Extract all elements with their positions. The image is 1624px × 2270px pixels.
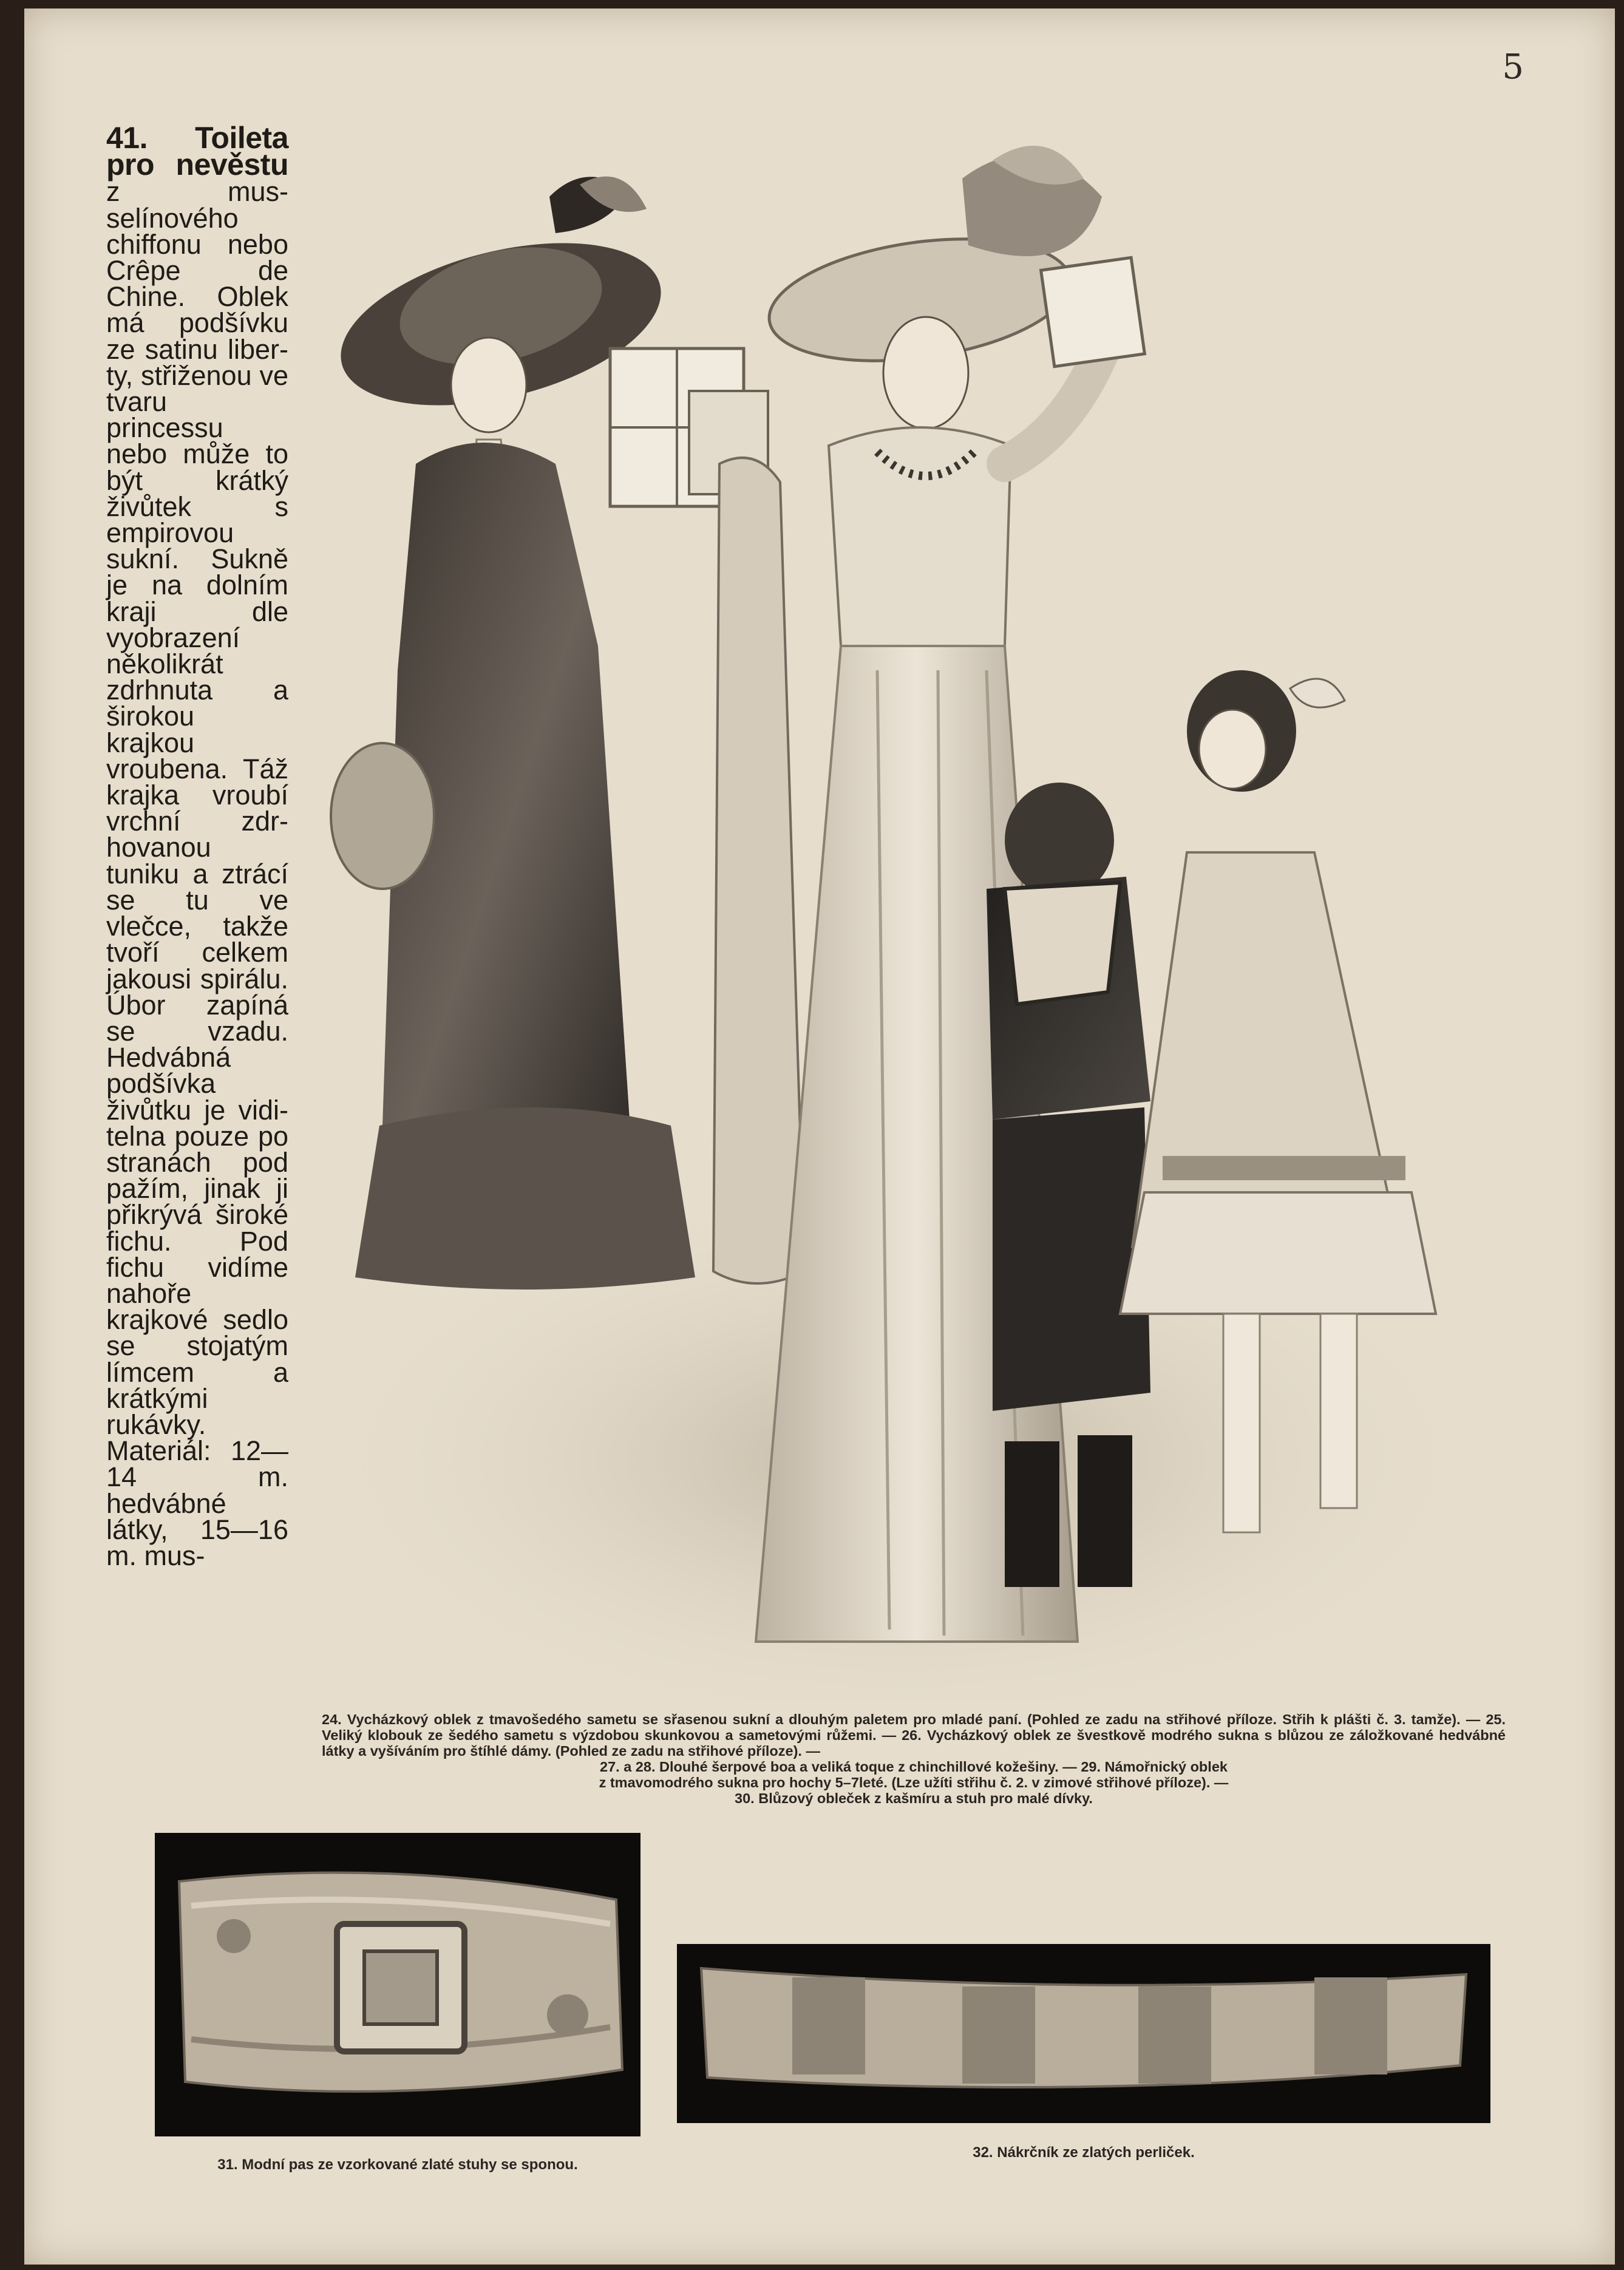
article-heading: 41. Toileta pro nevěstu — [106, 121, 288, 182]
fashion-illustration — [294, 124, 1533, 1702]
fashion-plate-figures — [294, 124, 1533, 1702]
belt-photo — [155, 1833, 640, 2136]
figure-31-caption: 31. Modní pas ze vzorkované zlaté stuhy se sponou. — [217, 2156, 578, 2173]
caption-main: 24. Vycházkový oblek z tmavošedého sametu se sřasenou sukní a dlouhým paletem pro mladé paní. (Pohled ze zadu na střihové příloze. Střih k plášti č. 3. tamže). — 25. Veliký klobouk ze šedého sametu s výzdobou skunkovou a sametovými růžemi. — 26. Vycházkový oblek ze švestkově modrého sukna s blůzou ze záložkované hedvábné látky a vyšíváním pro štíhlé dámy. (Pohled ze zadu na střihové příloze). — — [322, 1711, 1506, 1759]
article-body: z musselínového chiffonu nebo Crêpe de Chine. Oblek má podšívku ze satinu liberty, střiženou ve tvaru princessu nebo může to být krátký živůtek s empirovou sukní. Sukně je na dolním kraji dle vyobrazení několikrát zdrhnuta a širokou krajkou vroubena. Táž krajka vroubí vrchní zdrhovanou tuniku a ztrácí se tu ve vlečce, takže tvoří celkem jakousi spirálu. Úbor zapíná se vzadu. Hedvábná podšívka živůtku je viditelna pouze po stranách pod pažím, jinak ji přikrývá široké fichu. Pod fichu vidíme nahoře krajkové sedlo se stojatým límcem a krátkými rukávky. Materiál: 12—14 m. hedvábné látky, 15—16 m. mus- — [106, 176, 288, 1571]
beaded-collar-image — [677, 1944, 1490, 2123]
collar-photo — [677, 1944, 1490, 2123]
page-number: 5 — [1502, 47, 1524, 87]
magazine-page — [24, 8, 1615, 2265]
caption-line-5: z tmavomodrého sukna pro hochy 5–7leté. (Lze užíti střihu č. 2. v zimové střihové příloze). — — [599, 1775, 1229, 1790]
illustration-caption — [322, 1711, 1506, 1806]
figure-woman-dark-coat — [324, 177, 768, 1290]
figure-32-caption: 32. Nákrčník ze zlatých perliček. — [973, 2144, 1195, 2161]
article-text — [106, 121, 288, 1571]
belt-with-buckle-image — [155, 1833, 640, 2136]
caption-line-4: 27. a 28. Dlouhé šerpové boa a veliká toque z chinchillové kožešiny. — 29. Námořnický oblek — [600, 1759, 1228, 1775]
fur-stole — [713, 458, 804, 1283]
caption-line-6: 30. Blůzový obleček z kašmíru a stuh pro malé dívky. — [735, 1790, 1093, 1806]
